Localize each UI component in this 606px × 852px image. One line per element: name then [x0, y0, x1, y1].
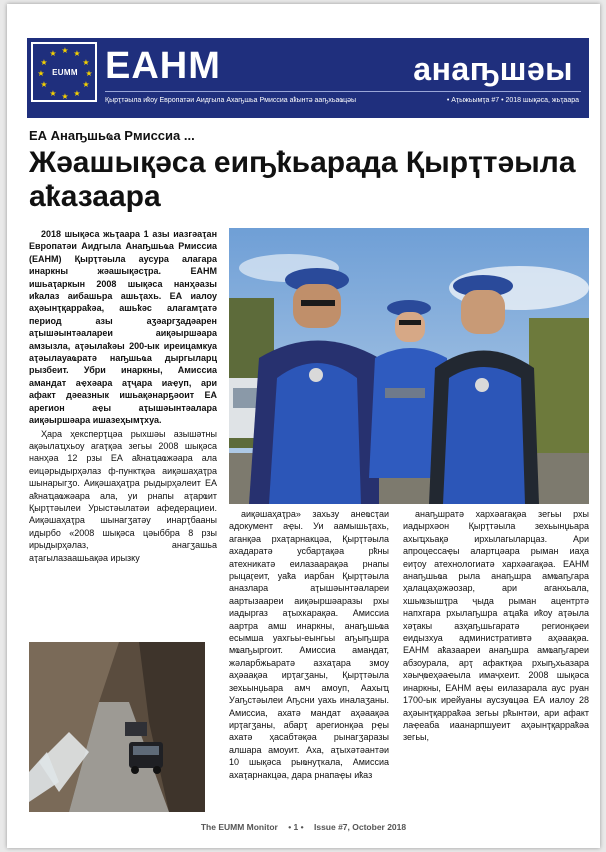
masthead	[27, 38, 589, 118]
masthead-title: EAHM	[105, 45, 221, 87]
newsletter-page	[7, 4, 600, 848]
masthead-word: анаҧшәы	[413, 51, 573, 87]
footer-page-number: • 1 •	[288, 822, 304, 832]
footer-publication: The EUMM Monitor	[200, 822, 278, 832]
article-headline: Жәашықәса еиҧҟьарада Қырҭтәыла аҟазаара	[29, 146, 576, 213]
masthead-issue: • Аҭыжьымҭа #7 • 2018 шықәса, жьҭаара	[446, 97, 579, 104]
masthead-subtitle: Қырҭтәыла иҟоу Европатәи Аидгыла Ахаҧшьа Рмиссиа аҟынтә ааҧхьаҩцәы	[105, 97, 357, 104]
footer-issue: Issue #7, October 2018	[313, 822, 407, 832]
body-paragraph: анаҧшратә хархәагақәа зегьы рхы иадырхәон Қырҭтәыла зехьынџьара ахыҵхьақә ирхылагыларцаз. Ари апроцессаҿы алартцәара рыман иаҳа еиҭоу атехнологиатә хархәагақәа. ЕАНМ анаҧшьҩа рыла анаҧшра амҩаҧгара ҳалацаҳәжәозар, ари аганхьала, хшыҩзышҭра ҷыда рыман ацентртә напхгара рхылаҧшра аҵаҟа иҟоу аҭәыла хәҭакы азҳаҧшьгаратә регионқәеи еидызхуа административтә аҳәаақәа. ЕАНМ аҟазаареи анаҧшра амҩаҧгареи абзоурала, арҭ афактқәа рхыҧхьазара хәыҷҩеҳәаҽыла имаҷхеит. 2008 шықәса инаркны, ЕАНМ аҿы еилазарала аус руан 1700-ык ирейуаны аусзуҩцәа ЕА иалоу 28 аҳәынҭқарраҟәа зегьы рҟынтәи, ари афакт лаҿеаба иаанарпшуеит аҳәынҭқарраҟәа зегьы,	[403, 509, 589, 743]
photo-monitors	[229, 228, 589, 504]
lead-paragraph: 2018 шықәса жьҭаара 1 азы иазгәаҭан Европатәи Аидгыла Анаҧшьҩа Рмиссиа (ЕАНМ) Қырҭтәыла аусура алагара инаркны жәашықәсҭра. ЕАНМ ишьаҭаркын 2008 шықәса нанҳәазы иҟалаз аибашьра ашьҭахь. ЕА иалоу аҳәынҭқарраҟәа, ашьҟәс алагамҭатә период азы аӡәаргӡадәарен аҭышәынтәалареи аиқәыршәара амзызла, аҭәылаҟәы 200-ык иреицамкуа аҭәылауаҩратә наҧшьҩа дыргыларц рызбеит. Убри инаркны, Амиссиа амандат аҿхәара аҭҷара иаҿуп, ари афакт дәеазнык ишьақәнарҕәоит ЕА арегион аҿы аҭышәынтәалара аиқәыршәара ишазеҳымҭхуа.	[29, 229, 217, 426]
body-paragraph: Ҳара ҳексперҭцәа рыхшәы азышәтны ақәылаҵхьоу агаҭқәа зегьы 2008 шықәса нанҳәа 12 рзы ЕА аҟнаҵаҩжәара ала еицәрыдырҳәлаз ф-пунктқәа аиқәшаҳаҭра шынарыгӡо. Аиқәшаҳаҭра рыдырҳәлеит ЕА аҟнаҵаҩжәара ала, уи рнапы аҭарҩит Қырҭтәылеи Урыстәылатәи афедерациеи. Аиқәшаҳаҭра шынагӡатәу инарҭбааны идырбо «2008 шықәса цәыббра 8 рзы ирыдырҳәлаз, анагӡашьа аҭагылазаашьақәа ирызку	[29, 428, 217, 563]
masthead-rule	[105, 91, 581, 92]
article-kicker: ЕА Анаҧшьҩа Рмиссиа ...	[29, 128, 195, 143]
column-2	[229, 508, 389, 804]
photo-road-patrol	[29, 642, 205, 812]
column-3	[403, 508, 589, 804]
logo-text: EUMM	[47, 67, 83, 79]
column-1	[29, 228, 217, 640]
page-footer	[7, 822, 600, 832]
body-paragraph: аиқәшаҳаҭра» захьзу анеҩсҭаи адокумент аҿы. Уи аамышьҭахь, аганқәа рхаҭарнакцәа, Қырҭтәыла ахадаратә усбарҭақәа рҟны атехникатә еилазаарақәа рнапы рыцаӷеит, уаҟа иарбан Қырҭтәыла аназлара аҭышәынтәалареи аартызаареи аиқәыршәаразы рхы иадыргаз аҭыхкарақәа. Амиссиа аартра амш инаркны, анаҧшьҩа есымша уахгьы-еынгьы аҧыҧшра мҩаҧыргоит. Амиссиа амандат, жәларбжьаратә азхаҭара змоу аҳәаақәа ирҭагӡаны, Қырҭтәыла зехьынџьара амч амоуп, Аахыҵ Уаҧстәылеи Аҧсни уахь иналаӡаны. Амиссиа, ахатә мандат аҳәаақәа ирҭагӡаны, абарҭ арегионқәа рҿы ахатә ҳасабтәқәа рынагӡаразы алшара амоуит. Аха, аҭыхәтәантәи 10 шықәса рыҩнуҭкала, Амиссиа ахаҭарнакцәа, дара рнапаҿы иҟаз	[229, 509, 389, 780]
eu-flag-logo: ★ ★ ★ ★ ★ ★ ★ ★ ★ ★ ★ ★ EUMM	[31, 42, 97, 102]
